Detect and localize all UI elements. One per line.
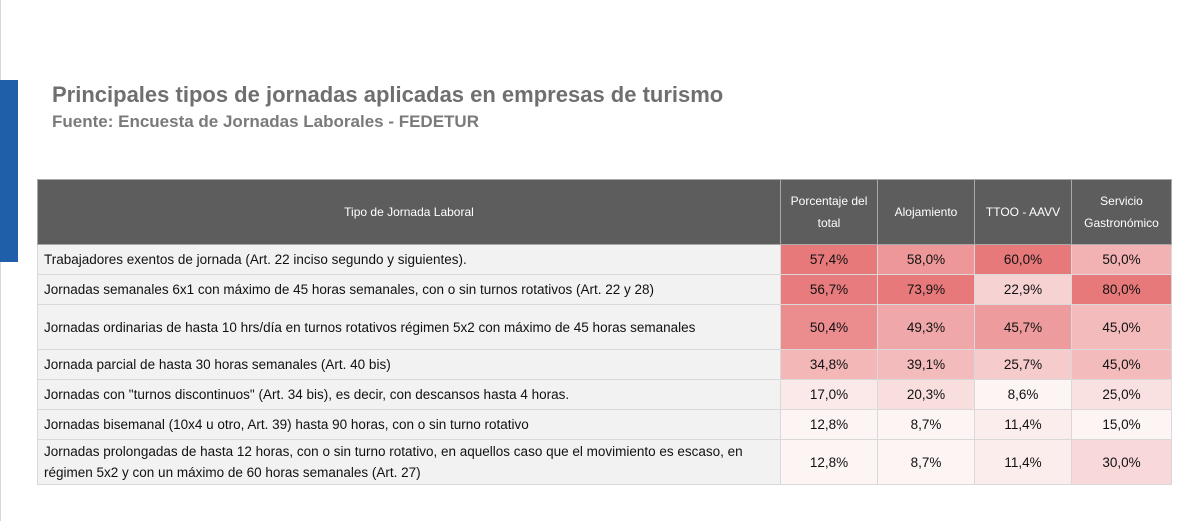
row-label: Jornadas con "turnos discontinuos" (Art. 34 bis), es decir, con descansos hasta 4 horas. (38, 380, 781, 410)
cell-porcentaje: 17,0% (781, 380, 878, 410)
cell-gastronomico: 45,0% (1072, 305, 1172, 350)
table-row (38, 275, 1172, 305)
cell-ttoo-aavv: 45,7% (975, 305, 1072, 350)
header-alojamiento: Alojamiento (878, 180, 975, 245)
cell-alojamiento: 8,7% (878, 410, 975, 440)
cell-porcentaje: 12,8% (781, 410, 878, 440)
table-row (38, 245, 1172, 275)
cell-gastronomico: 15,0% (1072, 410, 1172, 440)
row-label: Jornada parcial de hasta 30 horas semanales (Art. 40 bis) (38, 350, 781, 380)
cell-gastronomico: 50,0% (1072, 245, 1172, 275)
cell-ttoo-aavv: 22,9% (975, 275, 1072, 305)
cell-ttoo-aavv: 11,4% (975, 440, 1072, 485)
cell-alojamiento: 58,0% (878, 245, 975, 275)
cell-gastronomico: 25,0% (1072, 380, 1172, 410)
table-header-row (38, 180, 1172, 245)
header-ttoo-aavv: TTOO - AAVV (975, 180, 1072, 245)
cell-ttoo-aavv: 60,0% (975, 245, 1072, 275)
table-row (38, 350, 1172, 380)
cell-alojamiento: 73,9% (878, 275, 975, 305)
table-row (38, 410, 1172, 440)
row-label: Jornadas ordinarias de hasta 10 hrs/día en turnos rotativos régimen 5x2 con máximo de 45 horas semanales (38, 305, 781, 350)
cell-porcentaje: 56,7% (781, 275, 878, 305)
cell-gastronomico: 45,0% (1072, 350, 1172, 380)
row-label: Jornadas prolongadas de hasta 12 horas, con o sin turno rotativo, en aquellos caso que el movimiento es escaso, en régimen 5x2 y con un máximo de 60 horas semanales (Art. 27) (38, 440, 781, 485)
header-servicio-gastronomico: Servicio Gastronómico (1072, 180, 1172, 245)
header-tipo-jornada: Tipo de Jornada Laboral (38, 180, 781, 245)
accent-bar (0, 80, 18, 262)
cell-porcentaje: 57,4% (781, 245, 878, 275)
cell-porcentaje: 12,8% (781, 440, 878, 485)
table-row (38, 305, 1172, 350)
row-label: Trabajadores exentos de jornada (Art. 22 inciso segundo y siguientes). (38, 245, 781, 275)
table-row (38, 380, 1172, 410)
row-label: Jornadas semanales 6x1 con máximo de 45 horas semanales, con o sin turnos rotativos (Art. 22 y 28) (38, 275, 781, 305)
slide-subtitle: Fuente: Encuesta de Jornadas Laborales - FEDETUR (52, 112, 479, 131)
slide-title: Principales tipos de jornadas aplicadas en empresas de turismo (52, 82, 724, 107)
cell-ttoo-aavv: 8,6% (975, 380, 1072, 410)
cell-ttoo-aavv: 25,7% (975, 350, 1072, 380)
cell-alojamiento: 8,7% (878, 440, 975, 485)
header-porcentaje-total: Porcentaje del total (781, 180, 878, 245)
row-label: Jornadas bisemanal (10x4 u otro, Art. 39) hasta 90 horas, con o sin turno rotativo (38, 410, 781, 440)
jornadas-table (37, 179, 1172, 485)
cell-gastronomico: 30,0% (1072, 440, 1172, 485)
cell-alojamiento: 20,3% (878, 380, 975, 410)
cell-alojamiento: 39,1% (878, 350, 975, 380)
cell-porcentaje: 50,4% (781, 305, 878, 350)
cell-ttoo-aavv: 11,4% (975, 410, 1072, 440)
cell-porcentaje: 34,8% (781, 350, 878, 380)
table-row (38, 440, 1172, 485)
cell-alojamiento: 49,3% (878, 305, 975, 350)
cell-gastronomico: 80,0% (1072, 275, 1172, 305)
